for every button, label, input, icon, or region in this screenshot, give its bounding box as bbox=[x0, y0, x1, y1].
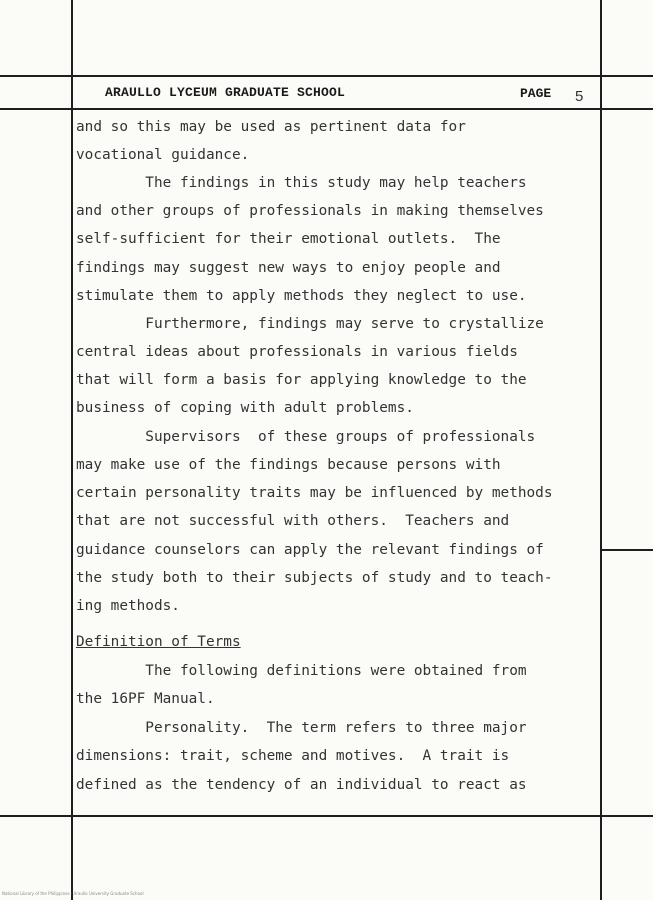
right-edge-tick bbox=[600, 549, 653, 551]
text-line: certain personality traits may be influenced by methods bbox=[76, 485, 553, 501]
scan-footer: National Library of the Philippines · Araullo University Graduate School bbox=[2, 891, 144, 896]
text-line: central ideas about professionals in various fields bbox=[76, 344, 518, 360]
text-line: Furthermore, findings may serve to crystallize bbox=[76, 316, 544, 332]
text-line: and other groups of professionals in making themselves bbox=[76, 203, 544, 219]
header-page-label: PAGE bbox=[520, 86, 552, 101]
text-line: that are not successful with others. Teachers and bbox=[76, 513, 510, 529]
header-underline-rule bbox=[0, 108, 653, 110]
text-line: the study both to their subjects of study and to teach- bbox=[76, 570, 553, 586]
bottom-border-rule bbox=[0, 815, 653, 817]
text-line: The following definitions were obtained from bbox=[76, 663, 527, 679]
section-heading-definition-of-terms: Definition of Terms bbox=[76, 634, 241, 650]
text-line: dimensions: trait, scheme and motives. A trait is bbox=[76, 748, 510, 764]
text-line: business of coping with adult problems. bbox=[76, 400, 414, 416]
page-number: 5 bbox=[575, 88, 584, 105]
text-line: Supervisors of these groups of professionals bbox=[76, 429, 536, 445]
text-line: ing methods. bbox=[76, 598, 180, 614]
text-line: stimulate them to apply methods they neglect to use. bbox=[76, 288, 527, 304]
right-margin-rule bbox=[600, 0, 602, 900]
text-line-personality-term: Personality. The term refers to three major bbox=[76, 720, 527, 736]
header-title: ARAULLO LYCEUM GRADUATE SCHOOL bbox=[105, 85, 346, 100]
left-margin-rule bbox=[71, 0, 73, 900]
top-border-rule bbox=[0, 75, 653, 77]
text-line: self-sufficient for their emotional outlets. The bbox=[76, 231, 501, 247]
text-line: may make use of the findings because persons with bbox=[76, 457, 501, 473]
text-line: The findings in this study may help teachers bbox=[76, 175, 527, 191]
text-line: that will form a basis for applying knowledge to the bbox=[76, 372, 527, 388]
text-line: guidance counselors can apply the relevant findings of bbox=[76, 542, 544, 558]
text-line: findings may suggest new ways to enjoy people and bbox=[76, 260, 501, 276]
text-line: and so this may be used as pertinent data for bbox=[76, 119, 466, 135]
text-line: the 16PF Manual. bbox=[76, 691, 215, 707]
text-line: defined as the tendency of an individual to react as bbox=[76, 777, 527, 793]
text-line: vocational guidance. bbox=[76, 147, 250, 163]
